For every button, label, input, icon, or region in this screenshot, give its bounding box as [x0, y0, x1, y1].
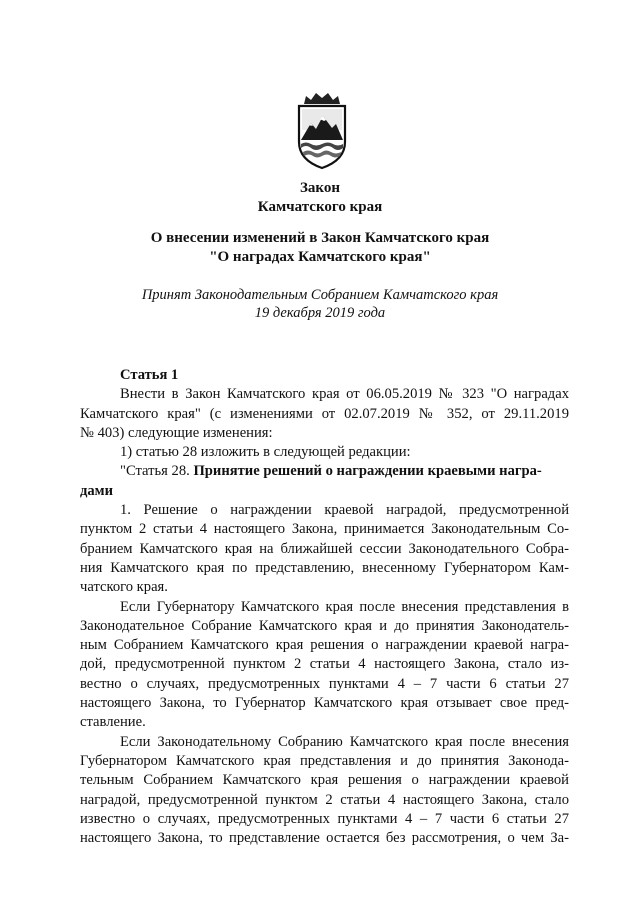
title-line-1: Закон [299, 180, 340, 196]
adoption-note [60, 286, 580, 322]
title-line-2: Камчатского края [257, 199, 383, 215]
text-line: Внести в Закон Камчатского края от 06.05.2019 № 323 "О наградах [120, 386, 569, 403]
text-line: Губернатором Камчатского края представления и до принятия Законода- [80, 752, 569, 769]
quote-title-line-2: дами [80, 482, 114, 499]
text-line: 1) статью 28 изложить в следующей редакции: [120, 444, 411, 461]
text-line: Если Законодательному Собранию Камчатского края после внесения [120, 733, 569, 750]
text-line: Законодательное Собрание Камчатского края и до принятия Законодатель- [80, 617, 569, 634]
text-line: вестно о случаях, предусмотренных пунктами 4 – 7 части 6 статьи 27 [80, 675, 569, 692]
text-line: наградой, предусмотренной пунктом 2 статьи 4 настоящего Закона, стало [80, 791, 569, 808]
text-line: бранием Камчатского края на ближайшей сессии Законодательного Собра- [80, 540, 569, 557]
text-line: ния Камчатского края по представлению, внесенному Губернатором Кам- [80, 559, 569, 576]
adopted-line-2: 19 декабря 2019 года [254, 305, 386, 321]
text-line: настоящего Закона, то Губернатор Камчатского края отзывает свое пред- [80, 695, 569, 712]
article-body [80, 366, 569, 848]
article-heading: Статья 1 [120, 367, 179, 383]
text-line: настоящего Закона, то представление остается без рассмотрения, о чем За- [80, 830, 569, 847]
text-line: ным Собранием Камчатского края решения о награждении краевой награ- [80, 637, 569, 654]
text-line: тельным Собранием Камчатского края решения о награждении краевой [80, 772, 569, 789]
coat-of-arms-emblem [294, 90, 350, 170]
text-line: ставление. [80, 714, 146, 731]
text-line: известно о случаях, предусмотренных пунктами 4 – 7 части 6 статьи 27 [80, 810, 569, 827]
subject-line-2: "О наградах Камчатского края" [209, 249, 431, 265]
text-line: дой, предусмотренной пунктом 2 статьи 4 настоящего Закона, стало из- [80, 656, 569, 673]
text-line: 1. Решение о награждении краевой наградой, предусмотренной [120, 502, 569, 519]
law-title [60, 179, 580, 217]
quote-title-line-1: Принятие решений о награждении краевыми награ- [193, 463, 542, 480]
text-line: пунктом 2 статьи 4 настоящего Закона, принимается Законодательным Со- [80, 521, 569, 538]
subject-line-1: О внесении изменений в Закон Камчатского края [150, 230, 490, 246]
adopted-line-1: Принят Законодательным Собранием Камчатского края [141, 287, 499, 303]
quote-prefix: "Статья 28. [120, 463, 194, 480]
law-subject [60, 229, 580, 267]
text-line: № 403) следующие изменения: [80, 424, 273, 441]
text-line: Если Губернатору Камчатского края после внесения представления в [120, 598, 569, 615]
quoted-article-title [80, 462, 569, 481]
text-line: Камчатского края" (с изменениями от 02.07.2019 № 352, от 29.11.2019 [80, 405, 569, 422]
text-line: чатского края. [80, 579, 168, 596]
